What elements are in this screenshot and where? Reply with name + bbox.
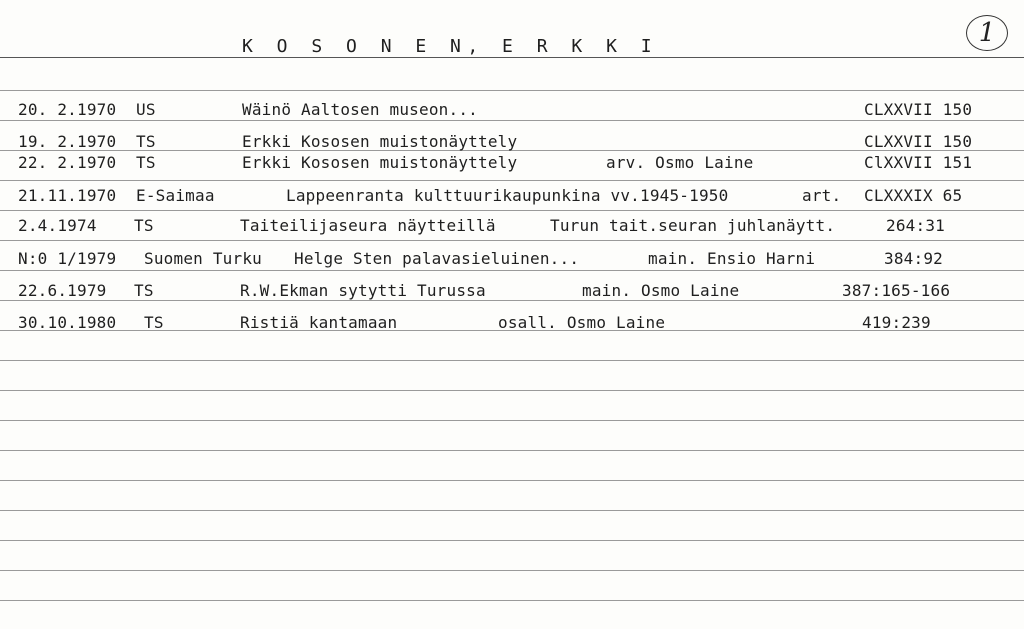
card-rule (0, 480, 1024, 481)
entry-publication: US (136, 100, 156, 119)
entry-date: 2.4.1974 (18, 216, 97, 235)
entry-date: N:0 1/1979 (18, 249, 117, 268)
entry-reference: CLXXVII 150 (864, 100, 973, 119)
card-rule (0, 600, 1024, 601)
entry-publication: TS (136, 132, 156, 151)
card-rule (0, 270, 1024, 271)
entry-publication: TS (134, 216, 154, 235)
heading-underline (0, 57, 1024, 58)
card-rule (0, 180, 1024, 181)
card-rule (0, 300, 1024, 301)
page-number-circle: 1 (966, 15, 1008, 51)
card-rule (0, 360, 1024, 361)
entry-date: 22. 2.1970 (18, 153, 117, 172)
entry-date: 30.10.1980 (18, 313, 117, 332)
entry-date: 21.11.1970 (18, 186, 117, 205)
entry-reference: 264:31 (886, 216, 945, 235)
entry-note: main. Ensio Harni (648, 249, 816, 268)
entry-title: Erkki Kososen muistonäyttely (242, 132, 518, 151)
entry-reference: CLXXVII 150 (864, 132, 973, 151)
card-rule (0, 450, 1024, 451)
entry-reference: 419:239 (862, 313, 931, 332)
entry-reference: CLXXXIX 65 (864, 186, 963, 205)
card-rule (0, 540, 1024, 541)
entry-note: Turun tait.seuran juhlanäytt. (550, 216, 836, 235)
entry-note: art. (802, 186, 842, 205)
entry-note: osall. Osmo Laine (498, 313, 666, 332)
card-rule (0, 510, 1024, 511)
entry-publication: TS (144, 313, 164, 332)
card-rule (0, 420, 1024, 421)
entry-publication: TS (134, 281, 154, 300)
entry-reference: 384:92 (884, 249, 943, 268)
card-rule (0, 90, 1024, 91)
card-rule (0, 240, 1024, 241)
card-rule (0, 570, 1024, 571)
card-rule (0, 120, 1024, 121)
entry-title: Taiteilijaseura näytteillä (240, 216, 496, 235)
entry-date: 22.6.1979 (18, 281, 107, 300)
entry-title: Wäinö Aaltosen museon... (242, 100, 478, 119)
entry-title: Helge Sten palavasieluinen... (294, 249, 580, 268)
entry-title: R.W.Ekman sytytti Turussa (240, 281, 486, 300)
entry-reference: ClXXVII 151 (864, 153, 973, 172)
card-rule (0, 390, 1024, 391)
entry-reference: 387:165-166 (842, 281, 951, 300)
entry-title: Ristiä kantamaan (240, 313, 398, 332)
entry-date: 19. 2.1970 (18, 132, 117, 151)
entry-note: main. Osmo Laine (582, 281, 740, 300)
entry-title: Erkki Kososen muistonäyttely (242, 153, 518, 172)
entry-title: Lappeenranta kulttuurikaupunkina vv.1945-1950 (286, 186, 729, 205)
entry-publication: TS (136, 153, 156, 172)
card-heading-name: K O S O N E N, E R K K I (242, 36, 659, 57)
entry-note: arv. Osmo Laine (606, 153, 754, 172)
entry-publication: E-Saimaa (136, 186, 215, 205)
entry-date: 20. 2.1970 (18, 100, 117, 119)
card-rule (0, 210, 1024, 211)
entry-publication: Suomen Turku (144, 249, 262, 268)
